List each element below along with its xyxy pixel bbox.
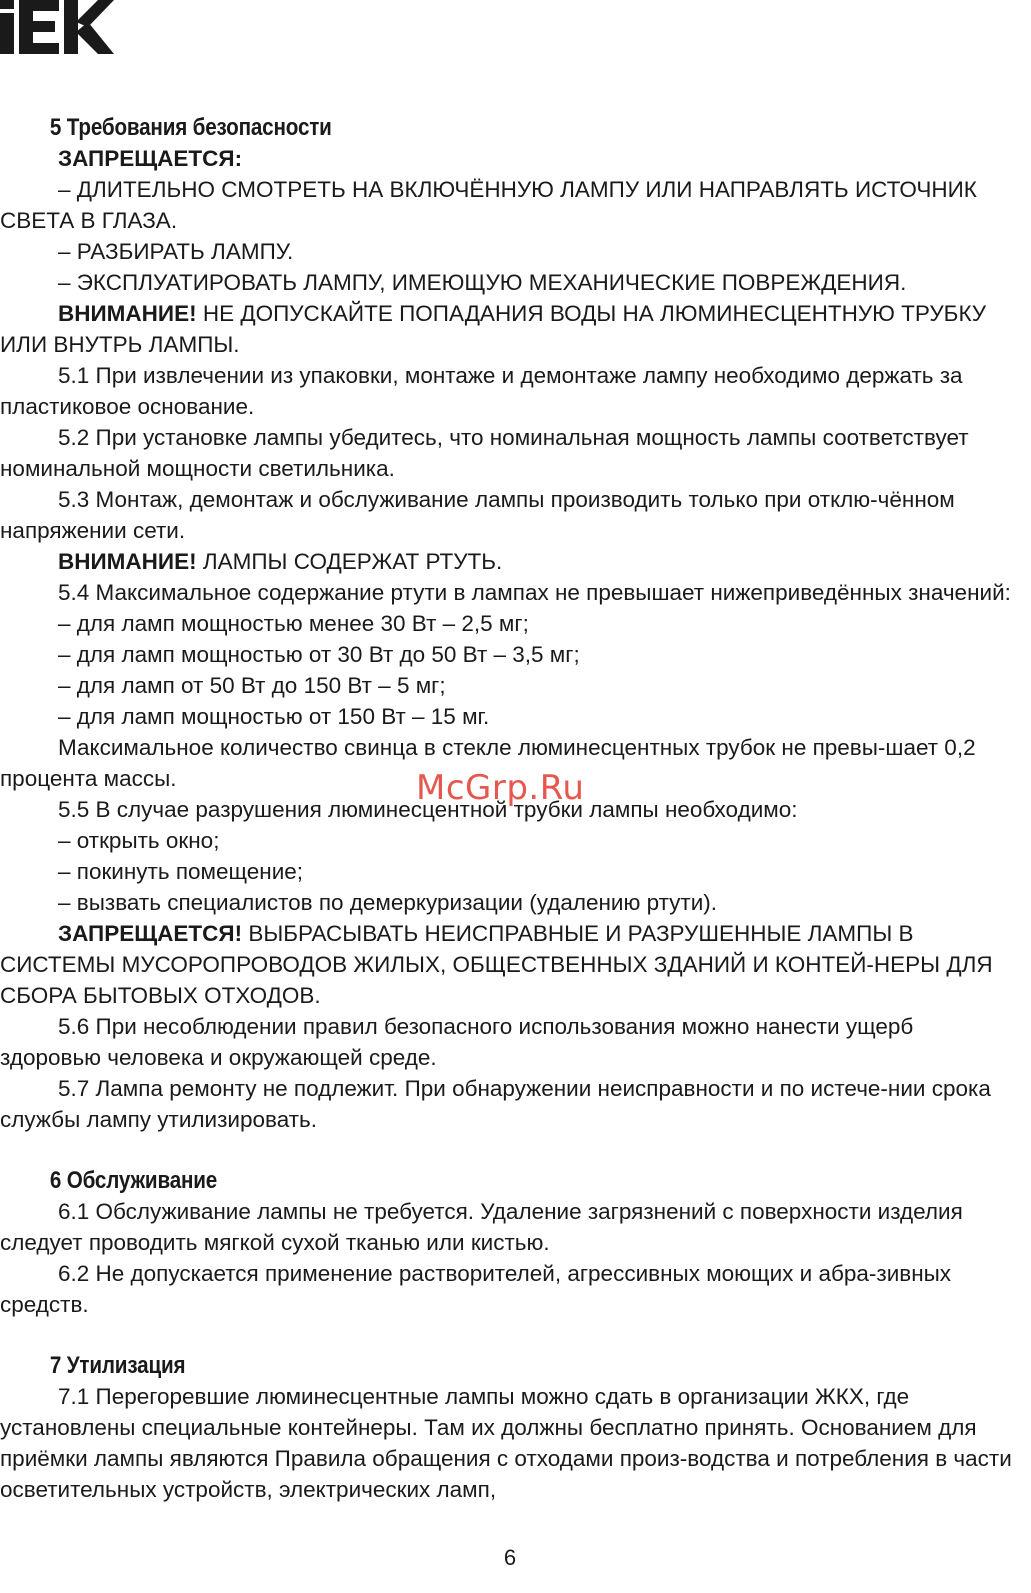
paragraph-6-1: 6.1 Обслуживание лампы не требуется. Удаление загрязнений с поверхности изделия следует проводить мягкой сухой тканью или кистью. xyxy=(0,1199,963,1255)
section-6-heading: 6 Обслуживание xyxy=(49,1167,218,1194)
warning-label: ВНИМАНИЕ! xyxy=(58,549,197,574)
watermark: McGrp.Ru xyxy=(416,768,585,808)
paragraph-5-4: 5.4 Максимальное содержание ртути в лампах не превышает нижеприведённых значений: xyxy=(58,580,1011,605)
action-item-3: – вызвать специалистов по демеркуризации (удалению ртути). xyxy=(58,890,718,915)
forbid-item-1: – ДЛИТЕЛЬНО СМОТРЕТЬ НА ВКЛЮЧЁННУЮ ЛАМПУ ИЛИ НАПРАВЛЯТЬ ИСТОЧНИК СВЕТА В ГЛАЗА. xyxy=(0,177,977,233)
mercury-limit-4: – для ламп мощностью от 150 Вт – 15 мг. xyxy=(58,704,490,729)
mercury-limit-3: – для ламп от 50 Вт до 150 Вт – 5 мг; xyxy=(58,673,446,698)
paragraph-6-2: 6.2 Не допускается применение растворителей, агрессивных моющих и абра-зивных средств. xyxy=(0,1261,952,1317)
forbidden-label: ЗАПРЕЩАЕТСЯ! xyxy=(58,921,243,946)
page-number: 6 xyxy=(503,1545,517,1570)
mercury-limit-2: – для ламп мощностью от 30 Вт до 50 Вт – 3,5 мг; xyxy=(58,642,580,667)
paragraph-5-1: 5.1 При извлечении из упаковки, монтаже и демонтаже лампу необходимо держать за пластиковое основание. xyxy=(0,363,963,419)
paragraph-5-7: 5.7 Лампа ремонту не подлежит. При обнаружении неисправности и по истече-нии срока службы лампу утилизировать. xyxy=(0,1076,991,1132)
section-5-heading: 5 Требования безопасности xyxy=(49,114,332,141)
forbid-item-3: – ЭКСПЛУАТИРОВАТЬ ЛАМПУ, ИМЕЮЩУЮ МЕХАНИЧЕСКИЕ ПОВРЕЖДЕНИЯ. xyxy=(58,270,907,295)
section-7-heading: 7 Утилизация xyxy=(49,1352,186,1379)
disposal-prohibition: ЗАПРЕЩАЕТСЯ! ВЫБРАСЫВАТЬ НЕИСПРАВНЫЕ И РАЗРУШЕННЫЕ ЛАМПЫ В СИСТЕМЫ МУСОРОПРОВОДОВ ЖИЛЫХ, ОБЩЕСТВЕННЫХ ЗДАНИЙ И КОНТЕЙ-НЕРЫ ДЛЯ СБОРА БЫТОВЫХ ОТХОДОВ. xyxy=(0,921,993,1008)
mercury-limit-1: – для ламп мощностью менее 30 Вт – 2,5 мг; xyxy=(58,611,529,636)
mercury-warning: ВНИМАНИЕ! ЛАМПЫ СОДЕРЖАТ РТУТЬ. xyxy=(58,549,503,574)
paragraph-5-5: 5.5 В случае разрушения люминесцентной трубки лампы необходимо: xyxy=(58,797,798,822)
action-item-2: – покинуть помещение; xyxy=(58,859,304,884)
paragraph-5-2: 5.2 При установке лампы убедитесь, что номинальная мощность лампы соответствует номинальной мощности светильника. xyxy=(0,425,969,481)
action-item-1: – открыть окно; xyxy=(58,828,220,853)
paragraph-7-1: 7.1 Перегоревшие люминесцентные лампы можно сдать в организации ЖКХ, где установлены специальные контейнеры. Там их должны бесплатно принять. Основанием для приёмки лампы являются Правила обращения с отходами произ-водства и потребления в части осветительных устройств, электрических ламп, xyxy=(0,1384,1012,1502)
water-warning: ВНИМАНИЕ! НЕ ДОПУСКАЙТЕ ПОПАДАНИЯ ВОДЫ НА ЛЮМИНЕСЦЕНТНУЮ ТРУБКУ ИЛИ ВНУТРЬ ЛАМПЫ. xyxy=(0,301,987,357)
paragraph-5-6: 5.6 При несоблюдении правил безопасного использования можно нанести ущерб здоровью человека и окружающей среде. xyxy=(0,1014,914,1070)
forbidden-heading: ЗАПРЕЩАЕТСЯ: xyxy=(58,146,243,171)
lead-content: Максимальное количество свинца в стекле люминесцентных трубок не превы-шает 0,2 процента массы. xyxy=(0,735,976,791)
paragraph-5-3: 5.3 Монтаж, демонтаж и обслуживание лампы производить только при отклю-чённом напряжении сети. xyxy=(0,487,955,543)
forbid-item-2: – РАЗБИРАТЬ ЛАМПУ. xyxy=(58,239,294,264)
document-body xyxy=(0,112,1020,1505)
warning-label: ВНИМАНИЕ! xyxy=(58,301,197,326)
iek-logo xyxy=(0,0,115,54)
